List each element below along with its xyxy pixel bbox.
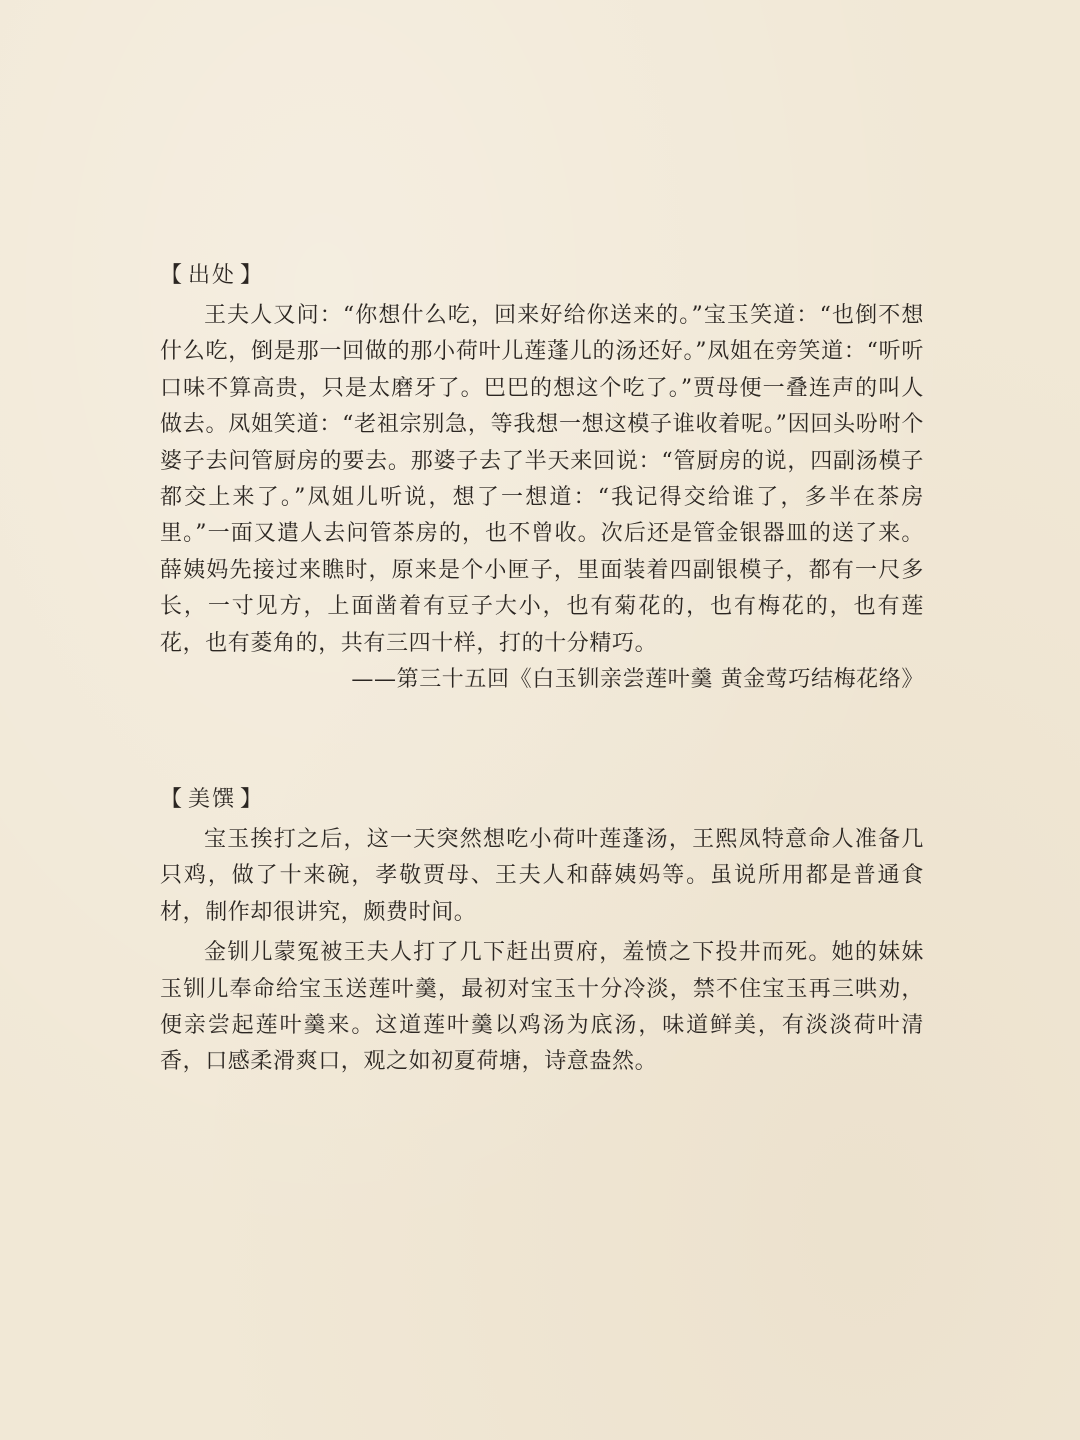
heading-bracket-open: 【 xyxy=(160,263,185,288)
heading-text: 美馔 xyxy=(188,787,237,812)
dish-section xyxy=(160,782,924,1081)
section-heading-dish xyxy=(160,782,924,818)
heading-bracket-close: 】 xyxy=(240,787,265,812)
heading-text: 出处 xyxy=(188,263,237,288)
dish-paragraph: 金钏儿蒙冤被王夫人打了几下赶出贾府，羞愤之下投井而死。她的妹妹玉钏儿奉命给宝玉送莲叶羹，最初对宝玉十分冷淡，禁不住宝玉再三哄劝，便亲尝起莲叶羹来。这道莲叶羹以鸡汤为底汤，味道鲜美，有淡淡荷叶清香，口感柔滑爽口，观之如初夏荷塘，诗意盎然。 xyxy=(160,940,924,1075)
source-attribution: ——第三十五回《白玉钏亲尝莲叶羹 黄金莺巧结梅花络》 xyxy=(351,667,924,693)
source-quote-paragraph: 王夫人又问：“你想什么吃，回来好给你送来的。”宝玉笑道：“也倒不想什么吃，倒是那一回做的那小荷叶儿莲蓬儿的汤还好。”凤姐在旁笑道：“听听口味不算高贵，只是太磨牙了。巴巴的想这个吃了。”贾母便一叠连声的叫人做去。凤姐笑道：“老祖宗别急，等我想一想这模子谁收着呢。”因回头吩咐个婆子去问管厨房的要去。那婆子去了半天来回说：“管厨房的说，四副汤模子都交上来了。”凤姐儿听说，想了一想道：“我记得交给谁了，多半在茶房里。”一面又遣人去问管茶房的，也不曾收。次后还是管金银器皿的送了来。薛姨妈先接过来瞧时，原来是个小匣子，里面装着四副银模子，都有一尺多长，一寸见方，上面凿着有豆子大小，也有菊花的，也有梅花的，也有莲花，也有菱角的，共有三四十样，打的十分精巧。 xyxy=(160,303,924,656)
dish-paragraph: 宝玉挨打之后，这一天突然想吃小荷叶莲蓬汤，王熙凤特意命人准备几只鸡，做了十来碗，孝敬贾母、王夫人和薛姨妈等。虽说所用都是普通食材，制作却很讲究，颇费时间。 xyxy=(160,827,924,925)
heading-bracket-close: 】 xyxy=(240,263,265,288)
heading-bracket-open: 【 xyxy=(160,787,185,812)
section-heading-source xyxy=(160,258,924,294)
document-page xyxy=(160,0,924,1440)
source-section xyxy=(160,258,924,698)
